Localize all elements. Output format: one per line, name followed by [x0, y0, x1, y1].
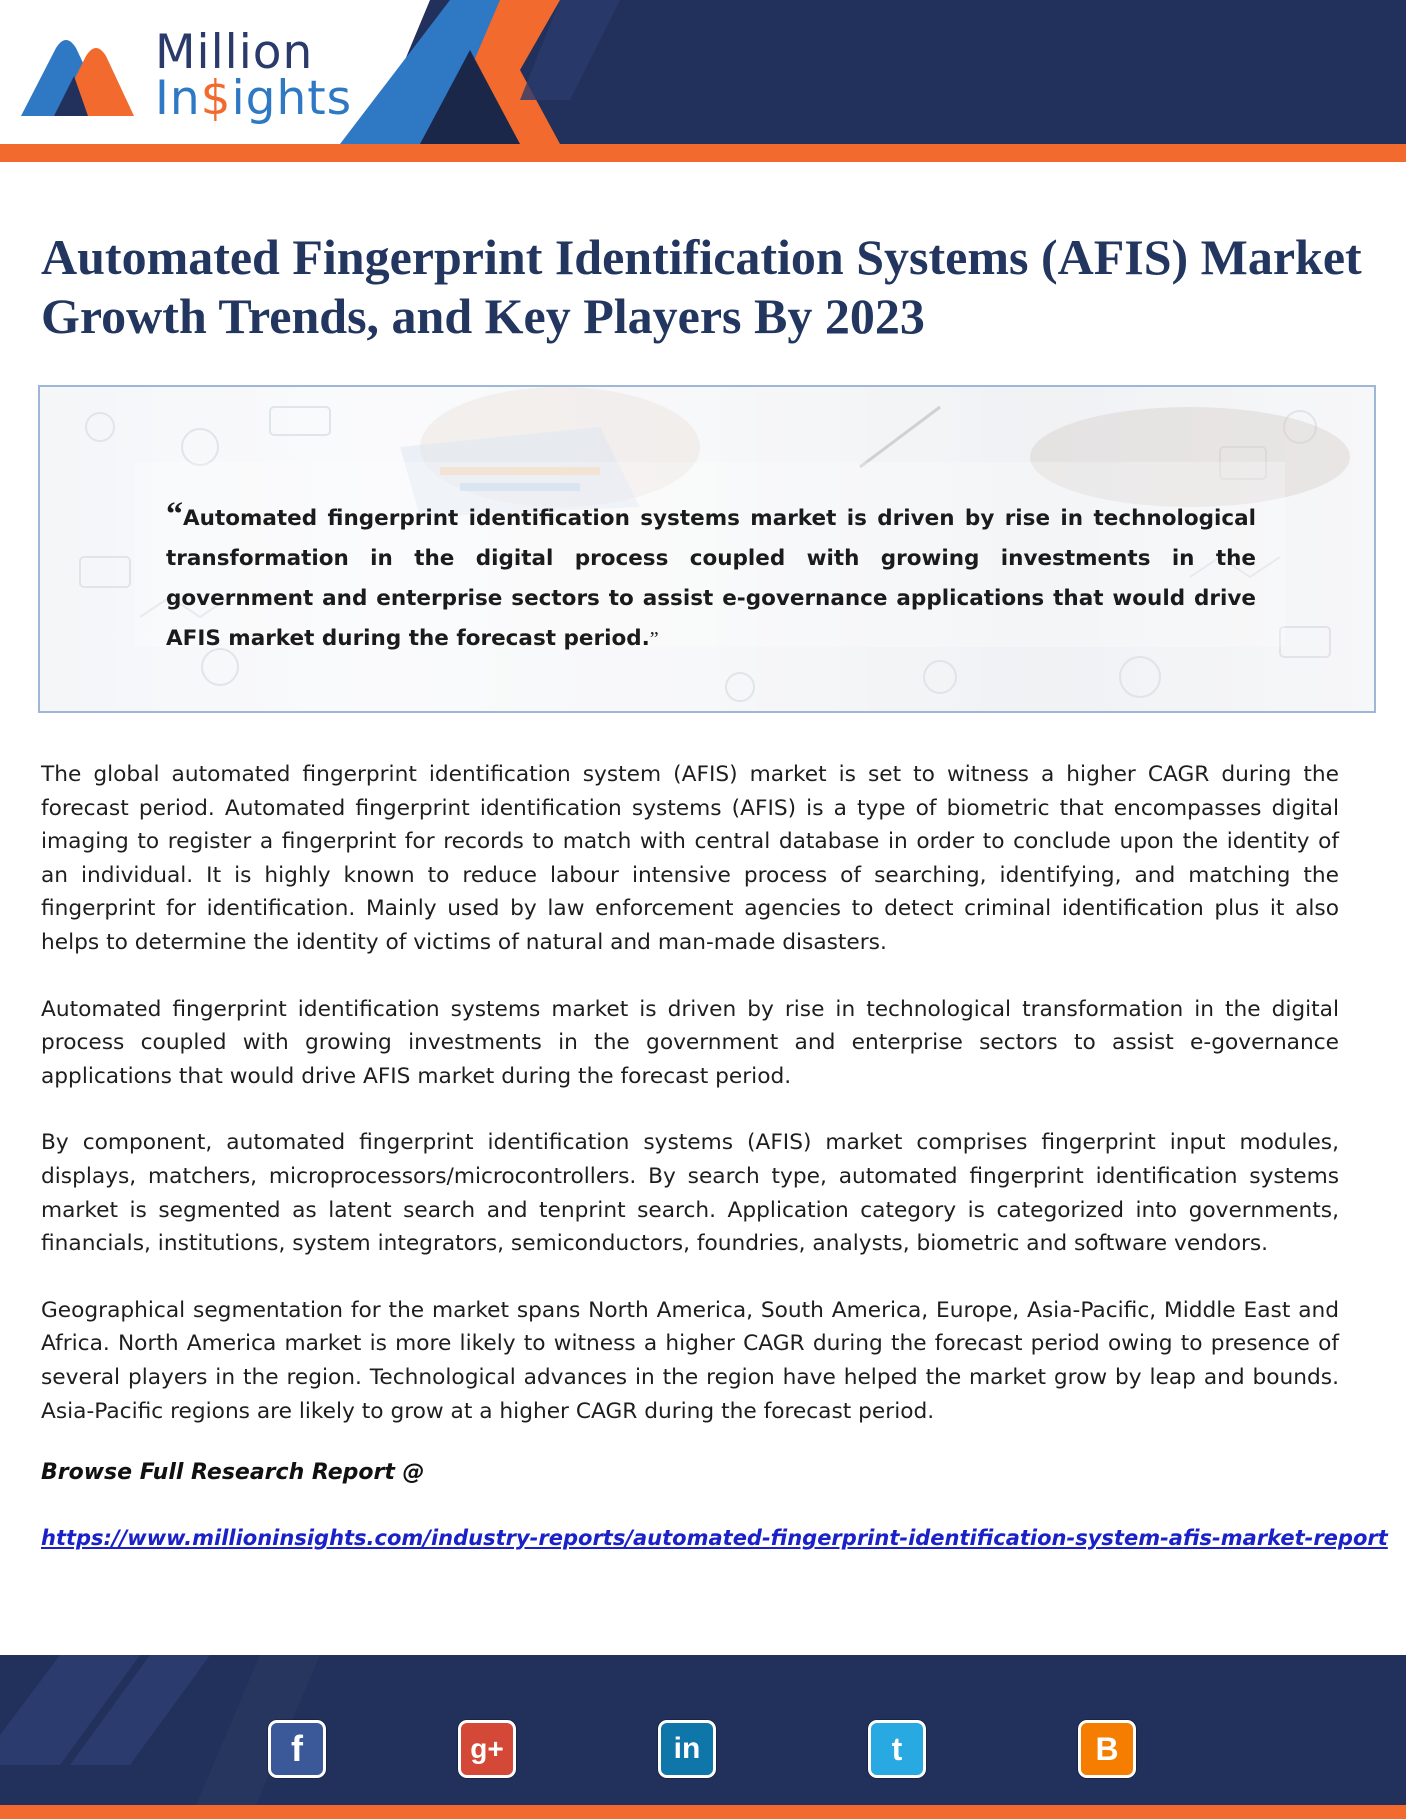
- linkedin-icon: in: [673, 1732, 701, 1765]
- banner-quote: [166, 495, 1256, 659]
- logo-icon: [16, 28, 136, 128]
- article-body: [41, 758, 1339, 1428]
- linkedin-button[interactable]: [658, 1720, 716, 1778]
- google-plus-button[interactable]: [458, 1720, 516, 1778]
- quote-close-mark: ”: [649, 628, 659, 650]
- facebook-icon: f: [291, 1728, 303, 1769]
- logo-word-insights-pre: In: [155, 71, 201, 126]
- google-plus-icon: g+: [470, 1733, 504, 1764]
- logo-wordmark: [155, 25, 353, 126]
- report-link[interactable]: https://www.millioninsights.com/industry-reports/automated-fingerprint-identification-system-afis-market-report: [41, 1526, 1388, 1550]
- logo-dollar-symbol: $: [200, 71, 232, 126]
- blogger-icon: B: [1095, 1730, 1119, 1767]
- page-title: Automated Fingerprint Identification Systems (AFIS) Market Growth Trends, and Key Players By 2023: [41, 229, 1362, 344]
- page-header: [0, 0, 1406, 162]
- paragraph-overview: The global automated fingerprint identification system (AFIS) market is set to witness a higher CAGR during the forecast period. Automated fingerprint identification systems (AFIS) is a type of biometric that encompasses digital imaging to register a fingerprint for records to match with central database in order to conclude upon the identity of an individual. It is highly known to reduce labour intensive process of searching, identifying, and matching the fingerprint for identification. Mainly used by law enforcement agencies to detect criminal identification plus it also helps to determine the identity of victims of natural and man-made disasters.: [41, 762, 1339, 955]
- paragraph-segmentation: By component, automated fingerprint identification systems (AFIS) market comprises fingerprint input modules, displays, matchers, microprocessors/microcontrollers. By search type, automated fingerprint identification systems market is segmented as latent search and tenprint search. Application category is categorized into governments, financials, institutions, system integrators, semiconductors, foundries, analysts, biometric and software vendors.: [41, 1130, 1339, 1257]
- browse-report-label: Browse Full Research Report @: [41, 1460, 425, 1485]
- quote-open-mark: “: [166, 496, 183, 533]
- logo-word-insights-post: ights: [231, 71, 353, 126]
- paragraph-geography: Geographical segmentation for the market spans North America, South America, Europe, Asia-Pacific, Middle East and Africa. North America market is more likely to witness a higher CAGR during the forecast period owing to presence of several players in the region. Technological advances in the region have helped the market grow by leap and bounds. Asia-Pacific regions are likely to grow at a higher CAGR during the forecast period.: [41, 1297, 1339, 1424]
- blogger-button[interactable]: [1078, 1720, 1136, 1778]
- twitter-button[interactable]: [868, 1720, 926, 1778]
- paragraph-drivers: Automated fingerprint identification systems market is driven by rise in technological transformation in the digital process coupled with growing investments in the government and enterprise sectors to assist e-governance applications that would drive AFIS market during the forecast period.: [41, 996, 1339, 1089]
- quote-banner: [38, 385, 1376, 713]
- facebook-button[interactable]: [268, 1720, 326, 1778]
- logo-word-million: Million: [155, 25, 314, 80]
- banner-quote-text: Automated fingerprint identification systems market is driven by rise in technological transformation in the digital process coupled with growing investments in the government and enterprise sectors to assist e-governance applications that would drive AFIS market during the forecast period.: [166, 506, 1256, 651]
- twitter-icon: t: [891, 1730, 903, 1767]
- logo-word-insights: [155, 71, 353, 126]
